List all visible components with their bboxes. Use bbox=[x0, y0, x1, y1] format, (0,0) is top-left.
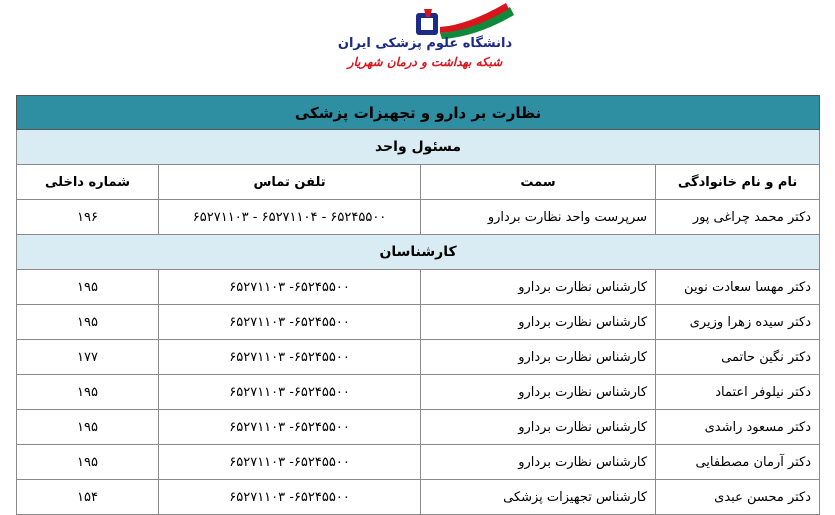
cell-name: دکتر مسعود راشدی bbox=[656, 410, 820, 445]
cell-name: دکتر آرمان مصطفایی bbox=[656, 445, 820, 480]
header-phone: تلفن تماس bbox=[159, 165, 421, 200]
cell-phone bbox=[159, 270, 421, 305]
cell-extension: ۱۹۵ bbox=[17, 410, 159, 445]
header-name: نام و نام خانوادگی bbox=[656, 165, 820, 200]
column-header-row bbox=[17, 165, 820, 200]
section-experts-title: کارشناسان bbox=[17, 235, 820, 270]
cell-position: سرپرست واحد نظارت بردارو bbox=[421, 200, 656, 235]
staff-table bbox=[16, 95, 820, 515]
cell-name: دکتر محمد چراغی پور bbox=[656, 200, 820, 235]
cell-name: دکتر سیده زهرا وزیری bbox=[656, 305, 820, 340]
section-experts-row bbox=[17, 235, 820, 270]
phone-text: ۶۵۲۷۱۱۰۳ -۶۵۲۴۵۵۰۰ bbox=[229, 314, 350, 330]
cell-position: کارشناس نظارت بردارو bbox=[421, 410, 656, 445]
table-row bbox=[17, 480, 820, 515]
table-row bbox=[17, 200, 820, 235]
cell-phone bbox=[159, 305, 421, 340]
cell-name: دکتر نیلوفر اعتماد bbox=[656, 375, 820, 410]
table-row bbox=[17, 445, 820, 480]
cell-position: کارشناس نظارت بردارو bbox=[421, 445, 656, 480]
cell-extension: ۱۹۵ bbox=[17, 375, 159, 410]
section-head-title: مسئول واحد bbox=[17, 130, 820, 165]
table-row bbox=[17, 410, 820, 445]
cell-phone bbox=[159, 410, 421, 445]
cell-name: دکتر نگین حاتمی bbox=[656, 340, 820, 375]
phone-text: ۶۵۲۷۱۱۰۳ -۶۵۲۴۵۵۰۰ bbox=[229, 349, 350, 365]
cell-extension: ۱۷۷ bbox=[17, 340, 159, 375]
phone-text: ۶۵۲۷۱۱۰۳ -۶۵۲۴۵۵۰۰ bbox=[229, 489, 350, 505]
phone-text: ۶۵۲۷۱۱۰۳ - ۶۵۲۷۱۱۰۴ - ۶۵۲۴۵۵۰۰ bbox=[192, 209, 387, 225]
table-row bbox=[17, 375, 820, 410]
cell-name: دکتر محسن عبدی bbox=[656, 480, 820, 515]
cell-phone bbox=[159, 200, 421, 235]
cell-position: کارشناس نظارت بردارو bbox=[421, 340, 656, 375]
phone-text: ۶۵۲۷۱۱۰۳ -۶۵۲۴۵۵۰۰ bbox=[229, 279, 350, 295]
cell-position: کارشناس تجهیزات پزشکی bbox=[421, 480, 656, 515]
cell-phone bbox=[159, 445, 421, 480]
phone-text: ۶۵۲۷۱۱۰۳ -۶۵۲۴۵۵۰۰ bbox=[229, 384, 350, 400]
cell-extension: ۱۹۵ bbox=[17, 305, 159, 340]
university-name: دانشگاه علوم پزشکی ایران bbox=[337, 36, 513, 51]
table-title-row bbox=[17, 96, 820, 130]
cell-position: کارشناس نظارت بردارو bbox=[421, 305, 656, 340]
table-title: نظارت بر دارو و تجهیزات پزشکی bbox=[17, 96, 820, 130]
network-name: شبکه بهداشت و درمان شهریار bbox=[347, 55, 503, 69]
cell-phone bbox=[159, 480, 421, 515]
header-position: سمت bbox=[421, 165, 656, 200]
cell-phone bbox=[159, 375, 421, 410]
table-row bbox=[17, 305, 820, 340]
cell-phone bbox=[159, 340, 421, 375]
table-row bbox=[17, 270, 820, 305]
cell-extension: ۱۵۴ bbox=[17, 480, 159, 515]
section-head-row bbox=[17, 130, 820, 165]
table-row bbox=[17, 340, 820, 375]
cell-extension: ۱۹۵ bbox=[17, 445, 159, 480]
cell-extension: ۱۹۶ bbox=[17, 200, 159, 235]
cell-position: کارشناس نظارت بردارو bbox=[421, 375, 656, 410]
phone-text: ۶۵۲۷۱۱۰۳ -۶۵۲۴۵۵۰۰ bbox=[229, 419, 350, 435]
cell-position: کارشناس نظارت بردارو bbox=[421, 270, 656, 305]
header-extension: شماره داخلی bbox=[17, 165, 159, 200]
cell-name: دکتر مهسا سعادت نوین bbox=[656, 270, 820, 305]
cell-extension: ۱۹۵ bbox=[17, 270, 159, 305]
university-logo bbox=[330, 3, 530, 83]
phone-text: ۶۵۲۷۱۱۰۳ -۶۵۲۴۵۵۰۰ bbox=[229, 454, 350, 470]
